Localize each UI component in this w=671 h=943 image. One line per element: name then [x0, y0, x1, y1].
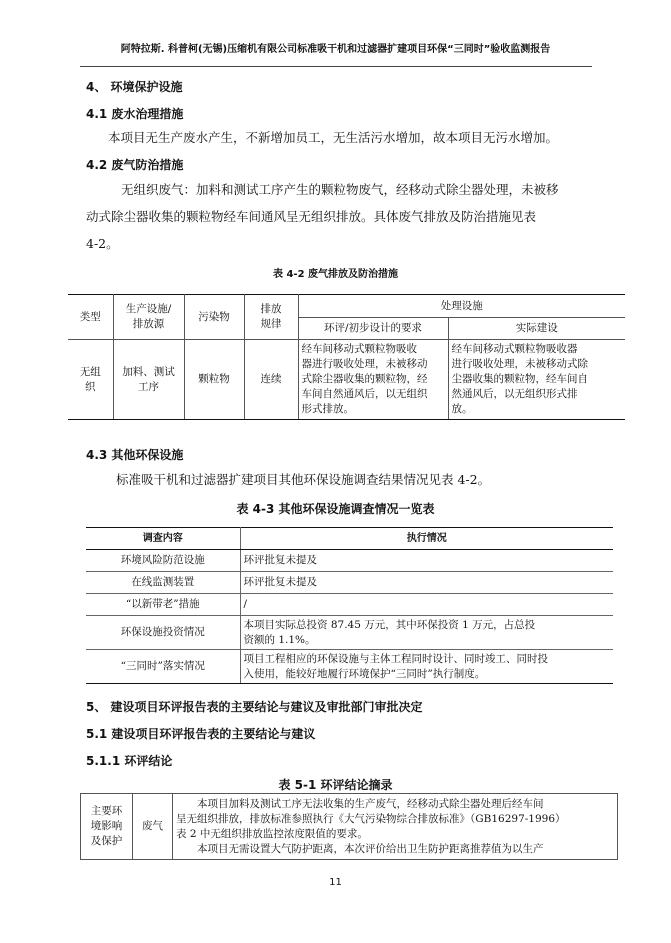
header-status: 执行情况: [240, 528, 613, 550]
table-row-item: 在线监测装置: [86, 572, 240, 594]
table-row-item: 环境风险防范设施: [86, 550, 240, 572]
table-4-3: [86, 527, 613, 684]
cell-pollutant: 颗粒物: [184, 340, 244, 420]
cell-design: 经车间移动式颗粒物吸收 器进行吸收处理，未被移动 式除尘器收集的颗粒物，经 车间自然通风后，以无组织 形式排放。: [298, 340, 448, 420]
page-header: 阿特拉斯. 科普柯(无锡)压缩机有限公司标准吸干机和过滤器扩建项目环保“三同时”验收监测报告: [120, 44, 551, 55]
section-4-3-text: 标准吸干机和过滤器扩建项目其他环保设施调查结果情况见表 4-2。: [116, 472, 491, 487]
table-cell-content: 本项目加料及测试工序无法收集的生产废气，经移动式除尘器处理后经车间 呈无组织排放，排放标准参照执行《大气污染物综合排放标准》（GB16297-1996） 表 2 中无组织排放监控浓度限值的要求。 本项目无需设置大气防护距离，本次评价给出卫生防护距离推荐值为以生产: [173, 794, 618, 860]
section-4-1-text: 本项目无生产废水产生，不新增加员工，无生活污水增加，故本项目无污水增加。: [108, 130, 559, 145]
table-row-item: 环保设施投资情况: [86, 616, 240, 650]
header-treatment: 处理设施: [298, 295, 625, 318]
cell-actual: 经车间移动式颗粒物吸收器 进行吸收处理，未被移动式除 尘器收集的颗粒物，经车间自 然通风后，以无组织形式排 放。: [448, 340, 625, 420]
table-4-2-caption: 表 4-2 废气排放及防治措施: [272, 269, 399, 280]
table-4-3-caption: 表 4-3 其他环保设施调查情况一览表: [236, 502, 435, 516]
section-5-1-1-title: 5.1.1 环评结论: [86, 754, 173, 768]
table-row-status: 环评批复未提及: [240, 550, 613, 572]
cell-rule: 连续: [244, 340, 298, 420]
section-4-3-title: 4.3 其他环保设施: [86, 448, 184, 462]
table-row-status: 项目工程相应的环保设施与主体工程同时设计、同时竣工、同时投 入使用，能较好地履行环境保护“三同时”执行制度。: [240, 650, 613, 684]
table-row-status: 环评批复未提及: [240, 572, 613, 594]
section-4-2-line: 动式除尘器收集的颗粒物经车间通风呈无组织排放。具体废气排放及防治措施见表: [86, 209, 537, 224]
section-4-2-line: 无组织废气：加料和测试工序产生的颗粒物废气，经移动式除尘器处理，未被移: [121, 182, 559, 197]
header-pollutant: 污染物: [184, 295, 244, 340]
section-4-title: 4、 环境保护设施: [86, 80, 183, 94]
table-cell-subcategory: 废气: [133, 794, 173, 860]
header-type: 类型: [68, 295, 113, 340]
section-5-title: 5、 建设项目环评报告表的主要结论与建议及审批部门审批决定: [86, 700, 423, 714]
table-5-1: [80, 793, 618, 860]
header-rule: 排放 规律: [244, 295, 298, 340]
cell-source: 加料、测试 工序: [113, 340, 184, 420]
section-4-2-title: 4.2 废气防治措施: [86, 158, 184, 172]
header-rule: [80, 66, 592, 67]
page-number: 11: [329, 877, 342, 888]
table-row-item: “以新带老”措施: [86, 594, 240, 616]
section-4-1-title: 4.1 废水治理措施: [86, 107, 184, 121]
section-5-1-title: 5.1 建设项目环评报告表的主要结论与建议: [86, 727, 316, 741]
table-cell-category: 主要环 境影响 及保护: [81, 794, 133, 860]
table-4-2: [68, 294, 625, 420]
section-4-2-line: 4-2。: [86, 236, 119, 251]
header-design: 环评/初步设计的要求: [298, 318, 448, 340]
header-actual: 实际建设: [448, 318, 625, 340]
cell-type: 无组 织: [68, 340, 113, 420]
table-5-1-caption: 表 5-1 环评结论摘录: [278, 778, 393, 792]
table-row-item: “三同时”落实情况: [86, 650, 240, 684]
header-item: 调查内容: [86, 528, 240, 550]
table-row-status: 本项目实际总投资 87.45 万元，其中环保投资 1 万元，占总投 资额的 1.1%。: [240, 616, 613, 650]
table-row-status: /: [240, 594, 613, 616]
header-source: 生产设施/ 排放源: [113, 295, 184, 340]
